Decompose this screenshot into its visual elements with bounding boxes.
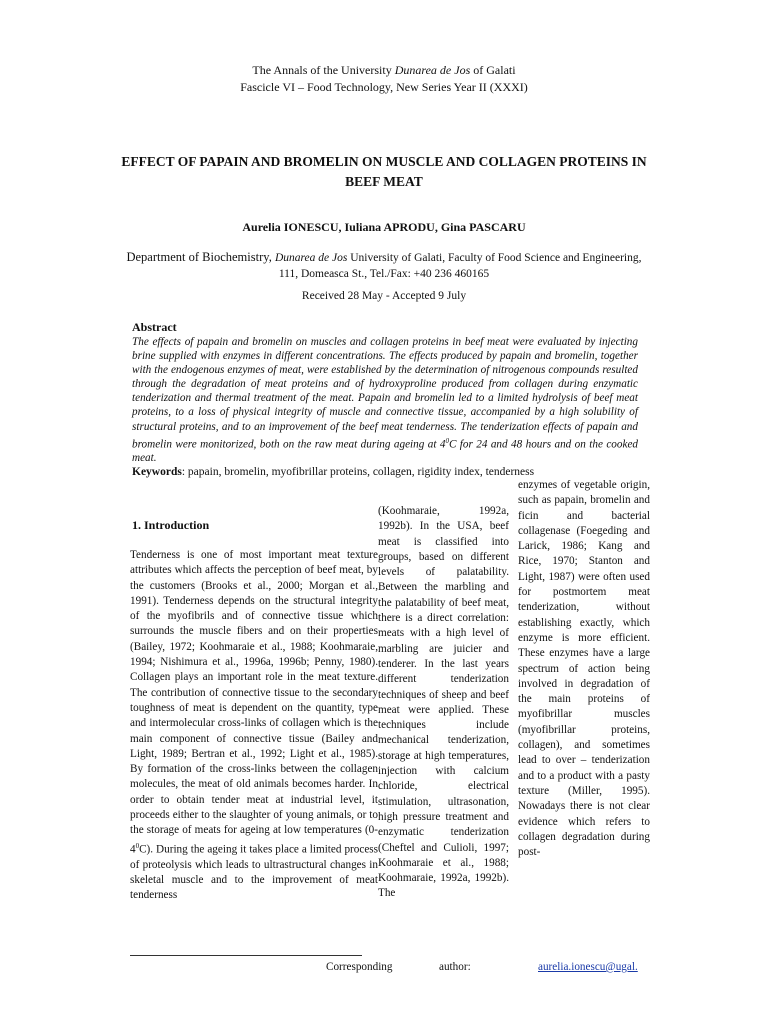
journal-header xyxy=(0,62,768,96)
abstract-heading: Abstract xyxy=(132,320,177,334)
abstract-text: The effects of papain and bromelin on muscles and collagen proteins in beef meat were evaluated by injecting brine supplied with enzymes in different concentrations. The effects produced by papain and bromelin, together with the endogenous enzymes of meat, were established by the determination of nitrogenous compounds resulted through the degradation of meat proteins and of hydroxyproline produced from collagen during enzymatic tenderization and thermal treatment of the meat. Papain and bromelin led to a limited hydrolysis of beef meat proteins, to a loss of physical integrity of muscle and connective tissue, accompanied by a high solubility of structural proteins, and to an improvement of the beef meat tenderness. The tenderization effects of papain and bromelin were monitorized, both on the raw meat during ageing at $4^0C$ for 24 and 48 hours and on the cooked meat. xyxy=(132,336,639,465)
received-dates: Received 28 May - Accepted 9 July xyxy=(301,290,467,302)
keywords: Keywords: papain, bromelin, myofibrillar proteins, collagen, rigidity index, tenderness xyxy=(132,466,535,478)
paper-title: EFFECT OF PAPAIN AND BROMELIN ON MUSCLE AND COLLAGEN PROTEINS IN BEEF MEAT xyxy=(121,154,647,189)
intro-column-1: Tenderness is one of most important meat texture attributes which affects the perception of beef meat, by the customers (Brooks et al., 2000; Morgan et al., 1991). Tenderness depends on the structural integrity of the myofibrils and of connective tissue which surrounds the muscle fibers and on their properties (Bailey, 1972; Koohmaraie et al., 1988; Koohmaraie, 1994; Nishimura et al., 1996a, 1996b; Penny, 1980). Collagen plays an important role in the meat texture. The contribution of connective tissue to the secondary toughness of meat is dependent on the quantity, type and intermolecular cross-links of collagen which is the main component of connective tissue (Bailey and Light, 1989; Bertran et al., 1992; Light et al., 1985). By formation of the cross-links between the collagen molecules, the meat of old animals becomes harder. In order to obtain tender meat at industrial level, it proceeds either to the slaughter of young animals, or to the storage of meats for ageing at low temperatures $(0-4^0C)$. During the ageing it takes place a limited process of proteolysis which leads to ultrastructural changes in skeletal muscle and to the improvement of meat tenderness xyxy=(130,549,378,902)
footnote-rule xyxy=(130,955,362,956)
journal-fascicle: Fascicle VI – Food Technology, New Series Year II (XXXI) xyxy=(240,80,528,94)
intro-heading: 1. Introduction xyxy=(132,518,210,532)
author-email-link[interactable]: aurelia.ionescu@ugal. xyxy=(538,961,638,973)
paper-authors: Aurelia IONESCU, Iuliana APRODU, Gina PASCARU xyxy=(242,220,526,234)
intro-column-2: (Koohmaraie, 1992a, 1992b). In the USA, beef meat is classified into groups, based on different levels of palatability. Between the marbling and the palatability of beef meat, there is a direct correlation: meats with a high level of marbling are juicier and tenderer. In the last years different tenderization techniques of sheep and beef meat were applied. These techniques include mechanical tenderization, storage at high temperatures, injection with calcium chloride, electrical stimulation, ultrasonation, high pressure treatment and enzymatic tenderization (Cheftel and Culioli, 1997; Koohmaraie et al., 1988; Koohmaraie, 1992a, 1992b). The xyxy=(378,505,509,900)
footnote-corresponding: Corresponding xyxy=(326,961,393,973)
affiliation-address: 111, Domeasca St., Tel./Fax: +40 236 460165 xyxy=(278,268,490,280)
affiliation-line: Department of Biochemistry, Dunarea de Jos University of Galati, Faculty of Food Science and Engineering, xyxy=(126,250,642,264)
intro-column-3: enzymes of vegetable origin, such as papain, bromelin and ficin and bacterial collagenase (Foegeding and Larick, 1986; Kang and Rice, 1970; Stanton and Light, 1987) were often used for postmortem meat tenderization, without establishing exactly, which enzyme is more efficient. These enzymes have a large spectrum of action being involved in degradation of the main proteins of myofibrillar muscles (myofibrillar proteins, collagen), and sometimes lead to over – tenderization and to a product with a pasty texture (Miller, 1995). Nowadays there is not clear evidence which refers to collagen degradation during post- xyxy=(518,479,650,859)
footnote-author: author: xyxy=(439,961,471,973)
journal-name: The Annals of the University Dunarea de Jos of Galati xyxy=(252,63,516,77)
affiliation xyxy=(90,249,678,282)
